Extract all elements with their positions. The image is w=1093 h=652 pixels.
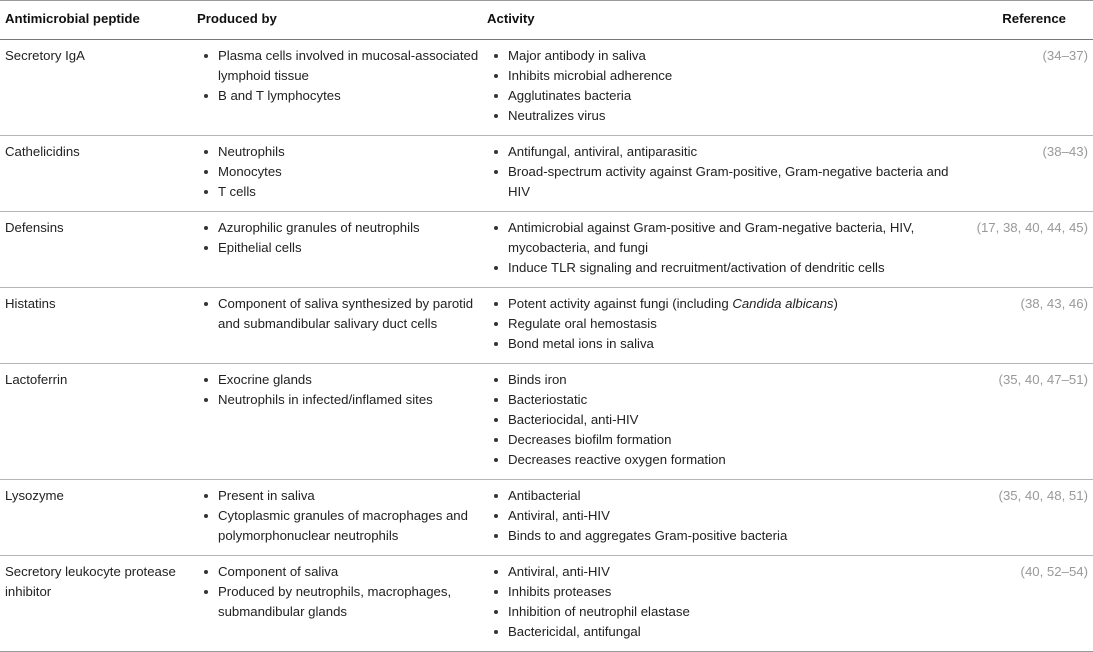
activity-cell	[487, 40, 962, 136]
table-row	[0, 288, 1093, 364]
produced-by-item: Cytoplasmic granules of macrophages and polymorphonuclear neutrophils	[197, 506, 487, 546]
peptide-name: Histatins	[0, 288, 197, 364]
reference-link[interactable]: (34–37)	[1042, 48, 1088, 63]
table-header	[0, 1, 1093, 40]
produced-by-list	[197, 294, 487, 334]
produced-by-cell	[197, 364, 487, 480]
produced-by-item: Component of saliva	[197, 562, 487, 582]
header-peptide: Antimicrobial peptide	[0, 1, 197, 40]
produced-by-item: Neutrophils in infected/inflamed sites	[197, 390, 487, 410]
activity-list	[487, 486, 962, 546]
produced-by-item: Exocrine glands	[197, 370, 487, 390]
reference-cell	[962, 556, 1093, 652]
activity-item: Major antibody in saliva	[487, 46, 962, 66]
activity-item: Decreases biofilm formation	[487, 430, 962, 450]
header-reference: Reference	[962, 1, 1093, 40]
reference-link[interactable]: (35, 40, 47–51)	[998, 372, 1088, 387]
activity-cell	[487, 364, 962, 480]
activity-list	[487, 294, 962, 354]
reference-cell	[962, 212, 1093, 288]
reference-link[interactable]: (35, 40, 48, 51)	[998, 488, 1088, 503]
activity-list	[487, 218, 962, 278]
activity-cell	[487, 556, 962, 652]
reference-cell	[962, 136, 1093, 212]
reference-link[interactable]: (40, 52–54)	[1020, 564, 1088, 579]
activity-item: Induce TLR signaling and recruitment/activation of dendritic cells	[487, 258, 962, 278]
peptide-name: Cathelicidins	[0, 136, 197, 212]
peptide-name: Lactoferrin	[0, 364, 197, 480]
produced-by-item: B and T lymphocytes	[197, 86, 487, 106]
activity-cell	[487, 212, 962, 288]
activity-item: Antiviral, anti-HIV	[487, 506, 962, 526]
activity-item: Bacteriocidal, anti-HIV	[487, 410, 962, 430]
produced-by-item: Neutrophils	[197, 142, 487, 162]
reference-link[interactable]: (38, 43, 46)	[1020, 296, 1088, 311]
produced-by-list	[197, 46, 487, 106]
peptide-name: Secretory leukocyte protease inhibitor	[0, 556, 197, 652]
activity-list	[487, 370, 962, 470]
activity-list	[487, 46, 962, 126]
produced-by-list	[197, 486, 487, 546]
table-row	[0, 364, 1093, 480]
produced-by-cell	[197, 212, 487, 288]
peptide-name: Secretory IgA	[0, 40, 197, 136]
activity-item: Binds iron	[487, 370, 962, 390]
activity-item: Inhibits proteases	[487, 582, 962, 602]
activity-cell	[487, 480, 962, 556]
reference-cell	[962, 40, 1093, 136]
table-body	[0, 40, 1093, 652]
species-name: Candida albicans	[732, 296, 834, 311]
produced-by-cell	[197, 136, 487, 212]
activity-item: Bacteriostatic	[487, 390, 962, 410]
produced-by-item: Produced by neutrophils, macrophages, submandibular glands	[197, 582, 487, 622]
produced-by-cell	[197, 288, 487, 364]
peptide-name: Lysozyme	[0, 480, 197, 556]
produced-by-item: Epithelial cells	[197, 238, 487, 258]
activity-item: Broad-spectrum activity against Gram-positive, Gram-negative bacteria and HIV	[487, 162, 962, 202]
activity-cell	[487, 288, 962, 364]
produced-by-item: Monocytes	[197, 162, 487, 182]
produced-by-list	[197, 142, 487, 202]
header-produced-by: Produced by	[197, 1, 487, 40]
activity-item: Inhibition of neutrophil elastase	[487, 602, 962, 622]
produced-by-cell	[197, 480, 487, 556]
header-activity: Activity	[487, 1, 962, 40]
produced-by-item: Plasma cells involved in mucosal-associated lymphoid tissue	[197, 46, 487, 86]
activity-item: Bactericidal, antifungal	[487, 622, 962, 642]
reference-link[interactable]: (38–43)	[1042, 144, 1088, 159]
table-row	[0, 136, 1093, 212]
produced-by-list	[197, 562, 487, 622]
activity-item: Bond metal ions in saliva	[487, 334, 962, 354]
reference-cell	[962, 364, 1093, 480]
activity-item: Binds to and aggregates Gram-positive bacteria	[487, 526, 962, 546]
activity-item: Regulate oral hemostasis	[487, 314, 962, 334]
reference-link[interactable]: (17, 38, 40, 44, 45)	[976, 220, 1088, 235]
reference-cell	[962, 288, 1093, 364]
activity-list	[487, 142, 962, 202]
activity-item: Agglutinates bacteria	[487, 86, 962, 106]
activity-item: Antibacterial	[487, 486, 962, 506]
produced-by-cell	[197, 40, 487, 136]
produced-by-item: Present in saliva	[197, 486, 487, 506]
produced-by-cell	[197, 556, 487, 652]
activity-item: Antiviral, anti-HIV	[487, 562, 962, 582]
activity-item: Antifungal, antiviral, antiparasitic	[487, 142, 962, 162]
activity-item: Antimicrobial against Gram-positive and Gram-negative bacteria, HIV, mycobacteria, and fungi	[487, 218, 962, 258]
produced-by-list	[197, 370, 487, 410]
produced-by-item: Component of saliva synthesized by parotid and submandibular salivary duct cells	[197, 294, 487, 334]
produced-by-list	[197, 218, 487, 258]
table-row	[0, 212, 1093, 288]
activity-list	[487, 562, 962, 642]
peptide-name: Defensins	[0, 212, 197, 288]
activity-cell	[487, 136, 962, 212]
activity-item: Decreases reactive oxygen formation	[487, 450, 962, 470]
table-row	[0, 556, 1093, 652]
header-row	[0, 1, 1093, 40]
produced-by-item: T cells	[197, 182, 487, 202]
activity-item: Inhibits microbial adherence	[487, 66, 962, 86]
reference-cell	[962, 480, 1093, 556]
table-row	[0, 480, 1093, 556]
activity-item: Potent activity against fungi (including Candida albicans)	[487, 294, 962, 314]
produced-by-item: Azurophilic granules of neutrophils	[197, 218, 487, 238]
activity-item: Neutralizes virus	[487, 106, 962, 126]
table-row	[0, 40, 1093, 136]
